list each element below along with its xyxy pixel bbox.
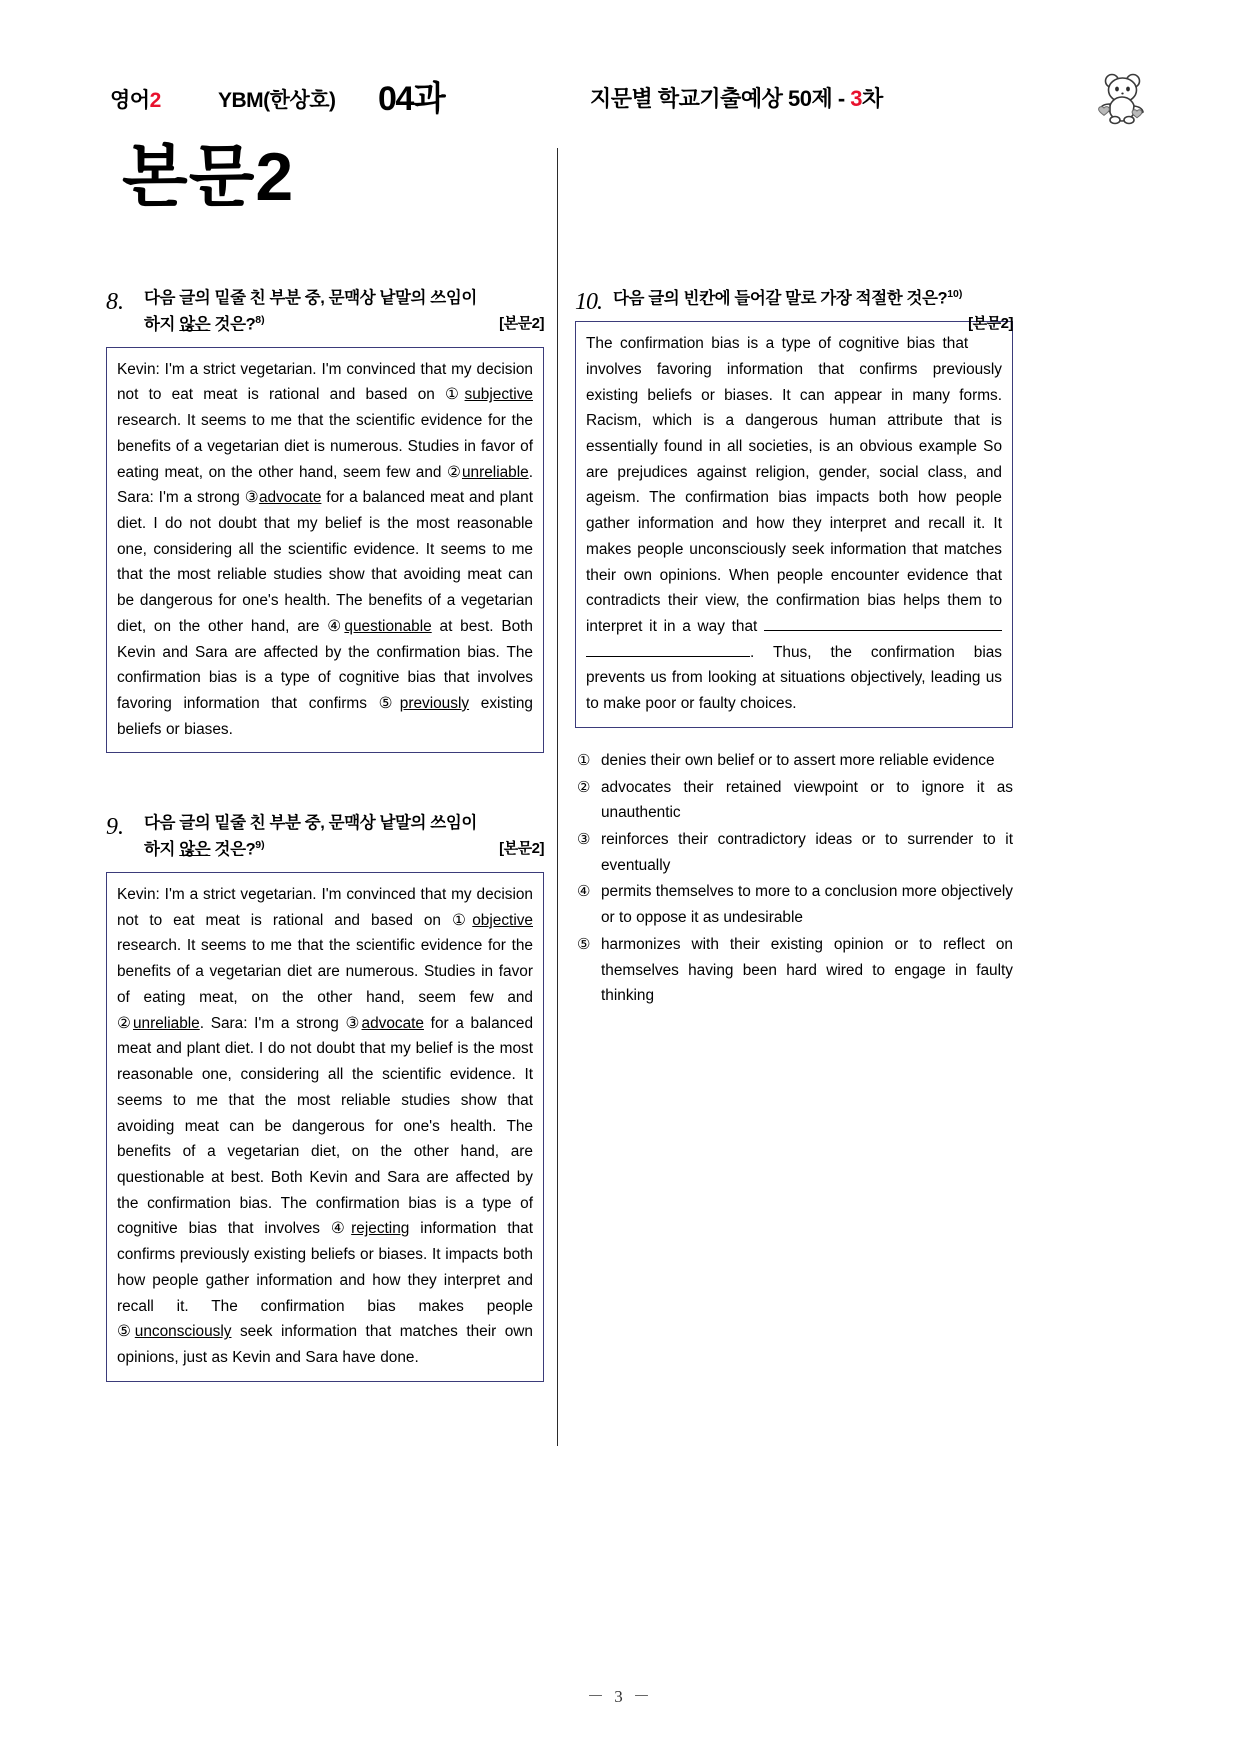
question-8-negation: 않은	[179, 315, 211, 334]
q10-passage-part-a: The confirmation bias is a type of cognitive bias that involves favoring information that confirms previously existing beliefs or biases. It can appear in many forms. Racism, which is a dangerous human attribute that is essentially found in all societies, is an obvious example So are prejudices against religion, gender, social class, and ageism. The confirmation bias impacts both how people gather information and how they interpret and recall it. It makes people unconsciously seek information that matches their own opinions. When people encounter evidence that contradicts their view, the confirmation bias helps them to interpret it in a way that	[586, 335, 1002, 635]
choice-text-5: harmonizes with their existing opinion or to reflect on themselves having been hard wired to engage in faulty thinking	[601, 935, 1013, 1005]
choice-text-4: permits themselves to more to a conclusion more objectively or to oppose it as undesirable	[601, 883, 1013, 927]
q8-underline-5: previously	[399, 694, 470, 712]
question-8-passage	[106, 347, 544, 754]
q8-seg-0: Kevin: I'm a strict vegetarian. I'm convinced that my decision not to eat meat is rational and based on ①	[117, 360, 533, 404]
header-lesson: 04과	[378, 80, 445, 118]
question-9-prompt-line1: 다음 글의 밑줄 친 부분 중, 문맥상 낱말의 쓰임이	[144, 814, 477, 833]
choice-marker-4: ④	[577, 883, 591, 901]
question-10	[575, 286, 1013, 1009]
question-9-heading	[106, 811, 544, 863]
question-8-prompt-post: 것은?	[210, 315, 256, 334]
header-subject-label: 영어	[110, 89, 150, 112]
question-9-prompt-pre: 하지	[144, 840, 180, 859]
choice-option-4[interactable]	[575, 879, 1013, 930]
question-10-heading	[575, 286, 1013, 333]
q9-underline-1: objective	[472, 911, 533, 929]
question-10-footnote: 10)	[947, 288, 963, 300]
question-9-passage	[106, 872, 544, 1382]
question-8-footnote: 8)	[255, 313, 265, 326]
question-10-passage	[575, 321, 1013, 728]
choice-marker-3: ③	[577, 831, 591, 848]
page-footer: － 3 －	[587, 1687, 653, 1706]
question-8-prompt-line1: 다음 글의 밑줄 친 부분 중, 문맥상 낱말의 쓰임이	[144, 289, 477, 307]
question-8-number: 8.	[106, 289, 124, 315]
right-column	[575, 286, 1013, 1010]
q9-seg-10: seek information that matches their own opinions, just as Kevin and Sara have done.	[117, 1323, 533, 1366]
q8-underline-2: unreliable	[461, 463, 529, 481]
q9-seg-2: research. It seems to me that the scientific evidence for the benefits of a vegetarian diet are numerous. Studies in favor of eating meat, on the other hand, seem few and ②	[117, 937, 533, 1032]
q9-seg-4: . Sara: I'm a strong ③	[199, 1014, 362, 1032]
question-9-prompt-post: 것은?	[210, 840, 256, 859]
question-9-footnote: 9)	[255, 838, 265, 851]
q8-seg-10: existing beliefs or biases.	[117, 694, 533, 738]
page-title: 본문2	[122, 139, 295, 215]
q9-seg-8: information that confirms previously existing beliefs or biases. It impacts both how people gather information and how they interpret and recall it. The confirmation bias makes people ⑤	[117, 1220, 534, 1341]
header-series-post: 차	[862, 86, 883, 111]
header-subject	[110, 84, 161, 114]
question-10-number: 10.	[575, 289, 602, 315]
answer-blank-line-2	[586, 656, 750, 657]
q8-seg-6: for a balanced meat and plant diet. I do not doubt that my belief is the most reasonable one, considering all the scientific evidence. It seems to me that the most reliable studies show that avoiding meat can be dangerous for one's health. The benefits of a vegetarian diet, on the other hand, are ④	[117, 489, 534, 635]
q9-underline-4: rejecting	[351, 1220, 410, 1238]
question-8-heading	[106, 286, 544, 338]
header-series-title	[590, 82, 883, 113]
question-9	[106, 811, 544, 1381]
choice-option-3[interactable]	[575, 827, 1013, 878]
choice-text-2: advocates their retained viewpoint or to ignore it as unauthentic	[601, 778, 1013, 822]
question-8	[106, 286, 544, 753]
question-10-choices	[575, 748, 1013, 1009]
question-9-negation: 않은	[179, 840, 211, 859]
q8-seg-4: . Sara: I'm a strong ③	[117, 463, 533, 507]
header-series-round: 3	[850, 86, 863, 111]
page-header	[110, 74, 1150, 128]
q9-underline-2: unreliable	[133, 1014, 200, 1032]
q9-seg-0: Kevin: I'm a strict vegetarian. I'm convinced that my decision not to eat meat is rational and based on ①	[117, 886, 533, 929]
question-spacer	[106, 753, 544, 811]
header-subject-number: 2	[149, 89, 161, 112]
question-10-tag: [본문2]	[968, 315, 1013, 333]
choice-marker-5: ⑤	[577, 935, 591, 953]
question-10-prompt-line1: 다음 글의 빈칸에 들어갈 말로 가장 적절한 것은?	[613, 289, 948, 308]
question-9-number: 9.	[106, 814, 124, 841]
q9-underline-5: unconsciously	[134, 1323, 232, 1341]
question-9-prompt-line2	[144, 837, 544, 863]
q8-underline-3: advocate	[258, 489, 322, 507]
header-publisher: YBM(한상호)	[218, 89, 336, 112]
q10-passage-part-b: . Thus, the confirmation bias prevents us from looking at situations objectively, leading us to make poor or faulty choices.	[586, 643, 1002, 713]
question-8-prompt-line2	[144, 312, 544, 338]
q8-underline-4: questionable	[344, 617, 432, 635]
question-9-tag: [본문2]	[499, 839, 544, 857]
q8-underline-1: subjective	[464, 386, 533, 404]
q8-seg-8: at best. Both Kevin and Sara are affected by the confirmation bias. The confirmation bias is a type of cognitive bias that involves favoring information that confirms ⑤	[117, 617, 533, 712]
choice-text-3: reinforces their contradictory ideas or to surrender to it eventually	[601, 831, 1013, 874]
choice-option-1[interactable]	[575, 748, 1013, 774]
header-series-pre: 지문별 학교기출예상 50제 -	[590, 86, 851, 111]
question-8-prompt-pre: 하지	[144, 315, 180, 334]
choice-option-2[interactable]	[575, 775, 1013, 826]
choice-text-1: denies their own belief or to assert more reliable evidence	[601, 751, 995, 769]
choice-marker-2: ②	[577, 778, 591, 796]
q9-seg-6: for a balanced meat and plant diet. I do not doubt that my belief is the most reasonable one, considering all the scientific evidence. It seems to me that the most reliable studies show that avoiding meat can be dangerous for one's health. The benefits of a vegetarian diet, on the other hand, are questionable at best. Both Kevin and Sara are affected by the confirmation bias. The confirmation bias is a type of cognitive bias that involves ④	[117, 1014, 534, 1238]
column-divider	[557, 148, 558, 1446]
q8-seg-2: research. It seems to me that the scientific evidence for the benefits of a vegetarian diet is numerous. Studies in favor of eating meat, on the other hand, seem few and ②	[117, 412, 533, 481]
choice-option-5[interactable]	[575, 932, 1013, 1009]
bear-hearts-icon	[1084, 66, 1156, 128]
left-column	[106, 286, 544, 1382]
q9-underline-3: advocate	[361, 1014, 424, 1032]
choice-marker-1: ①	[577, 751, 591, 769]
question-8-tag: [본문2]	[499, 314, 544, 332]
answer-blank-line-1	[764, 630, 1002, 631]
